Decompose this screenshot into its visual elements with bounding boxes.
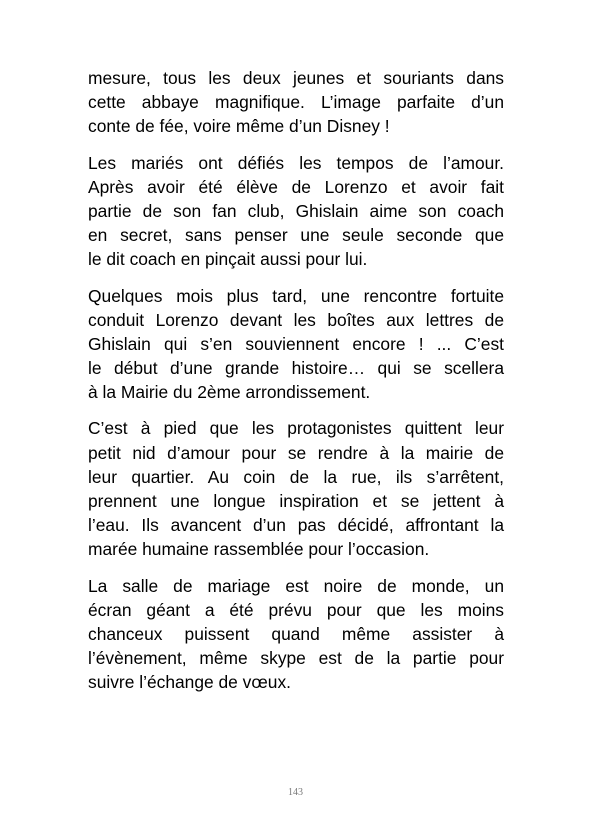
text-line: Ghislain qui s’en souviennent encore ! ... C’est: [88, 333, 504, 354]
text-line: l’évènement, même skype est de la partie pour: [88, 648, 504, 669]
paragraph-3: [88, 284, 504, 405]
page-number: 143: [288, 787, 303, 798]
text-line: conte de fée, voire même d’un Disney !: [88, 116, 390, 137]
text-line: chanceux puissent quand même assister à: [88, 623, 504, 644]
text-line: en secret, sans penser une seule seconde que: [88, 225, 504, 246]
text-line: écran géant a été prévu pour que les moins: [88, 599, 504, 620]
paragraph-4: [88, 416, 504, 561]
paragraph-2: [88, 151, 504, 272]
body-text: [88, 66, 504, 707]
text-line: le début d’une grande histoire… qui se scellera: [88, 358, 504, 379]
text-line: l’eau. Ils avancent d’un pas décidé, affrontant la: [88, 515, 504, 536]
text-line: Les mariés ont défiés les tempos de l’amour.: [88, 152, 504, 173]
text-line: Après avoir été élève de Lorenzo et avoir fait: [88, 176, 504, 197]
text-line: prennent une longue inspiration et se jettent à: [88, 491, 504, 511]
paragraph-5: [88, 574, 504, 695]
text-line: La salle de mariage est noire de monde, un: [88, 575, 504, 596]
text-line: le dit coach en pinçait aussi pour lui.: [88, 249, 368, 270]
text-line: partie de son fan club, Ghislain aime son coach: [88, 200, 504, 221]
paragraph-1: [88, 66, 504, 139]
text-line: Quelques mois plus tard, une rencontre fortuite: [88, 285, 504, 306]
text-line: marée humaine rassemblée pour l’occasion.: [88, 539, 430, 560]
text-line: conduit Lorenzo devant les boîtes aux lettres de: [88, 309, 504, 330]
text-line: mesure, tous les deux jeunes et souriants dans: [88, 68, 504, 88]
text-line: à la Mairie du 2ème arrondissement.: [88, 382, 371, 403]
text-line: petit nid d’amour pour se rendre à la mairie de: [88, 442, 504, 463]
text-line: leur quartier. Au coin de la rue, ils s’arrêtent,: [88, 466, 504, 487]
text-line: suivre l’échange de vœux.: [88, 672, 291, 693]
text-line: cette abbaye magnifique. L’image parfaite d’un: [88, 92, 504, 113]
text-line: C’est à pied que les protagonistes quittent leur: [88, 418, 504, 439]
